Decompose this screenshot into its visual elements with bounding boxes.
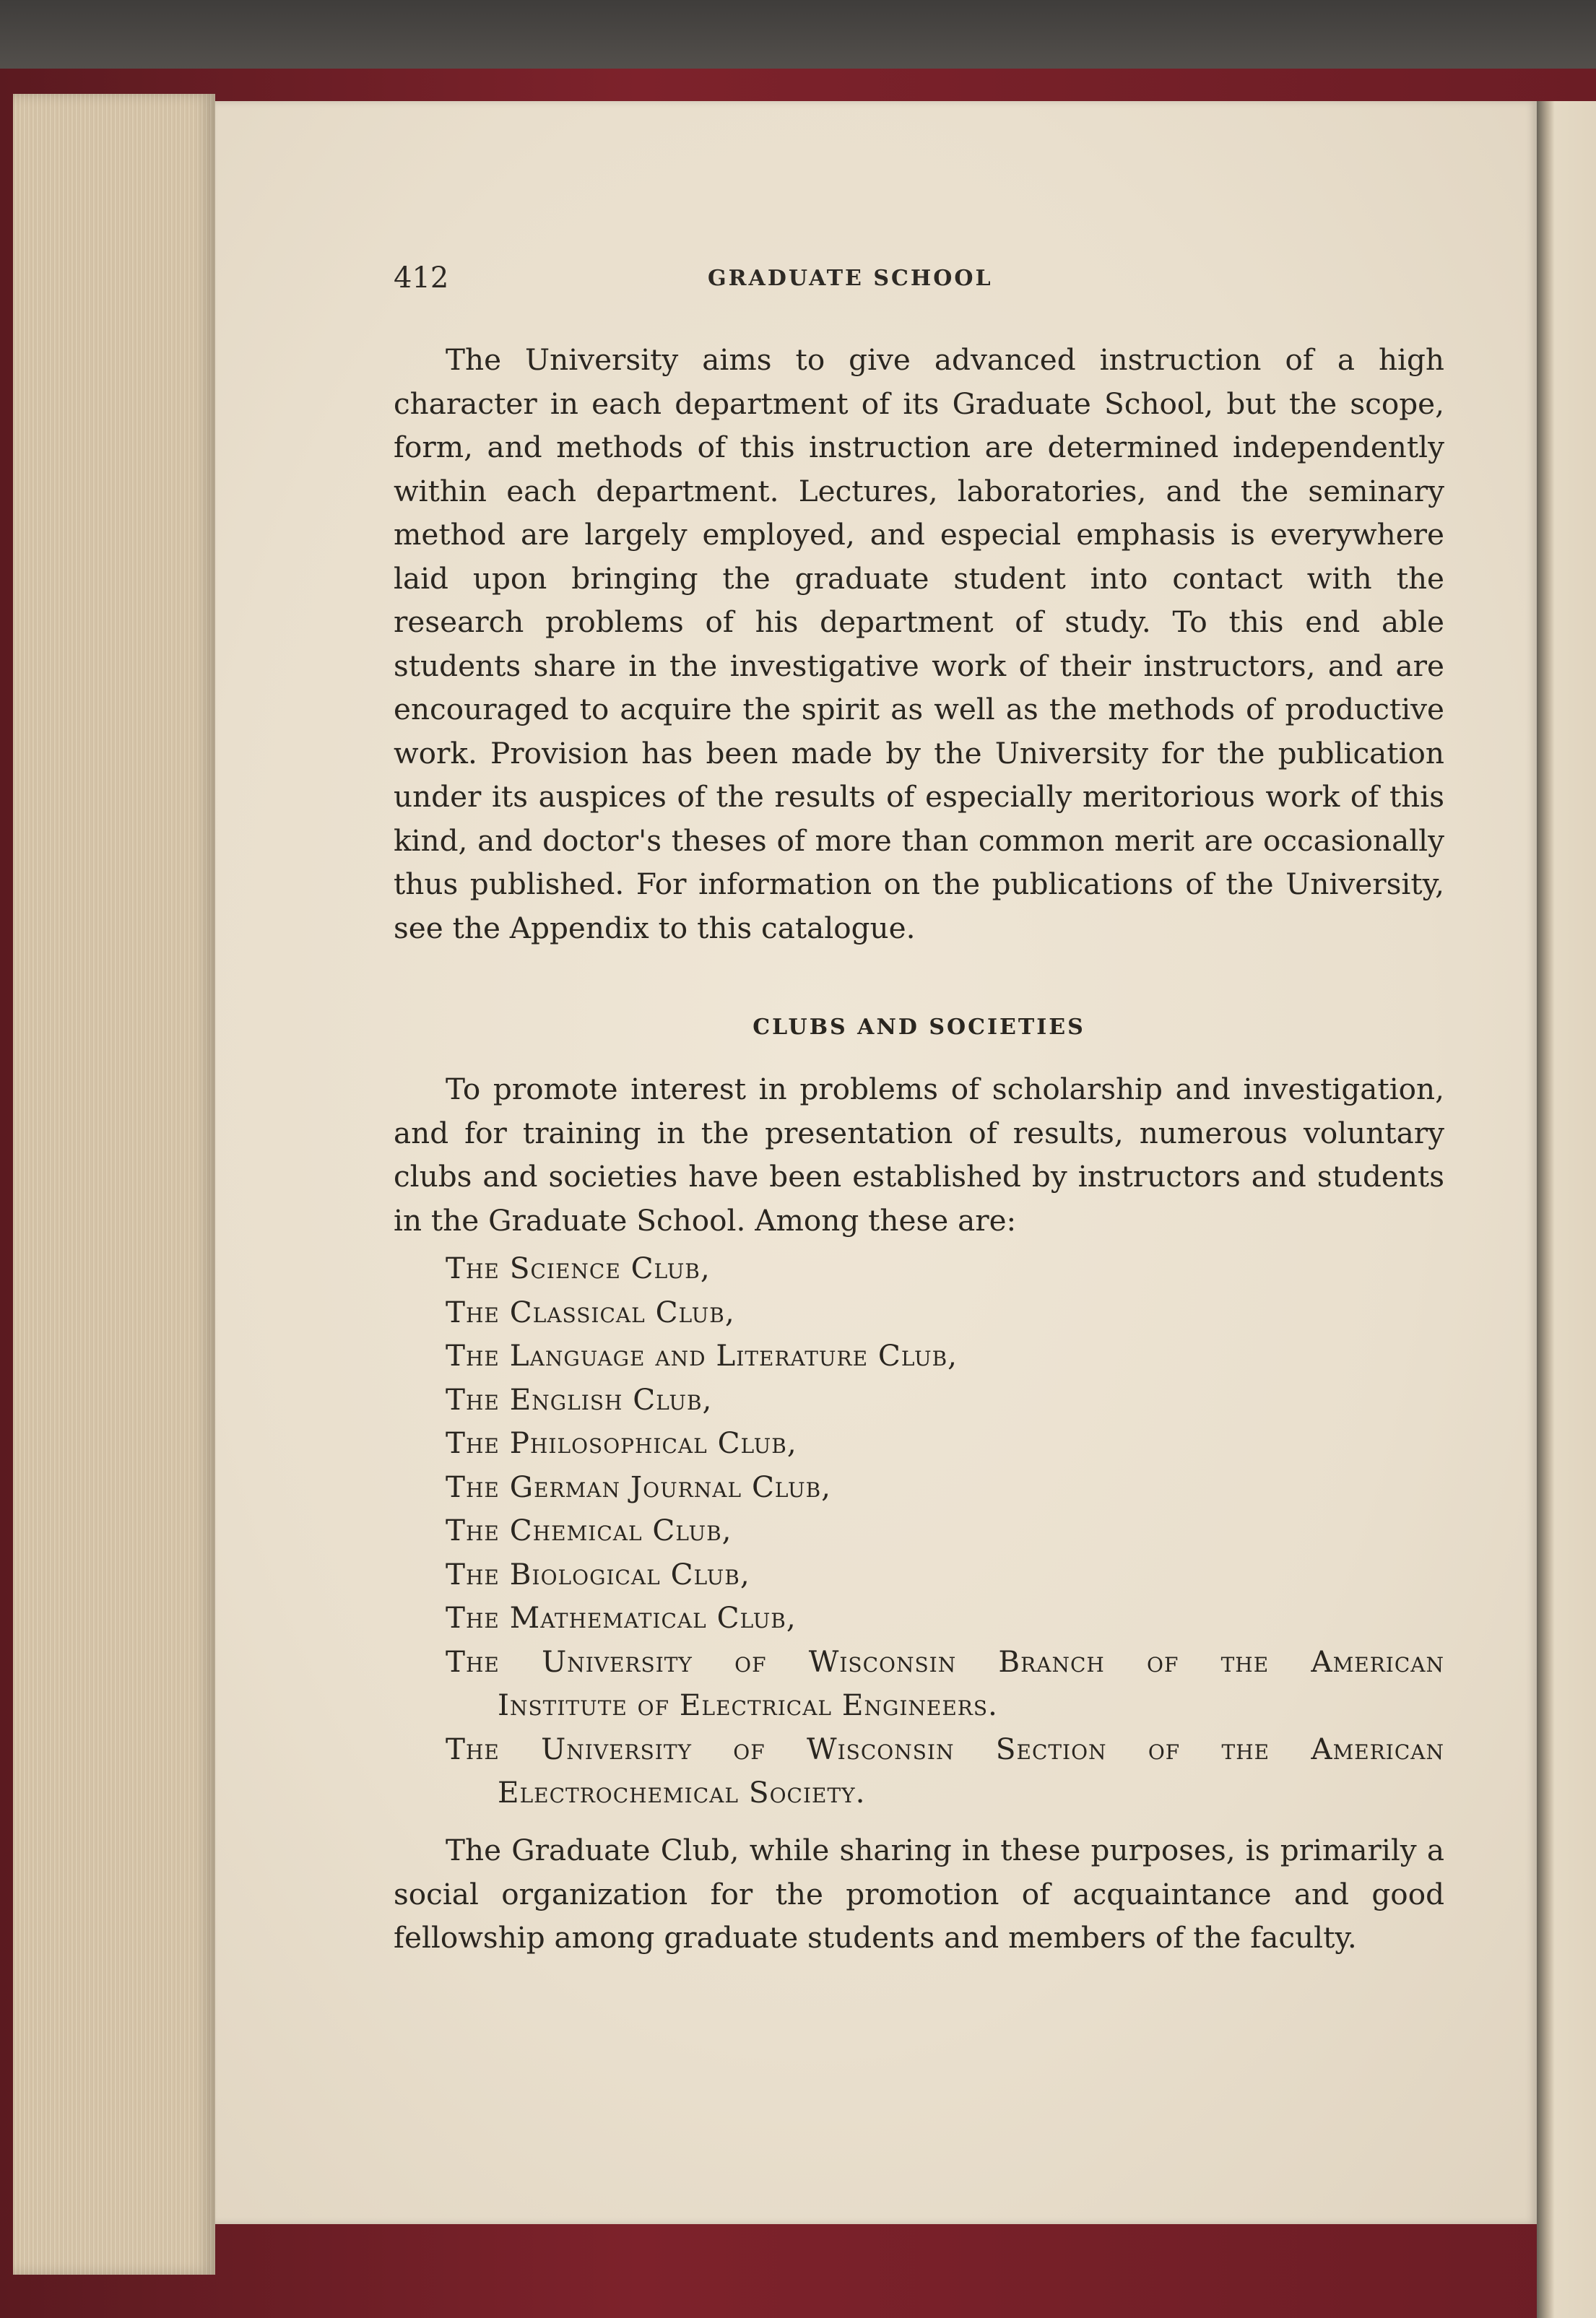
photo-backdrop bbox=[0, 0, 1596, 79]
club-item: The Classical Club, bbox=[446, 1294, 735, 1329]
club-item-long bbox=[394, 1640, 1444, 1727]
lead-paragraph: To promote interest in problems of scholarship and investigation, and for training in the presentation of results, numerous voluntary clubs and societies have been established by instructors and students in the Graduate School. Among these are: bbox=[394, 1072, 1444, 1238]
club-item: The Language and Literature Club, bbox=[446, 1338, 958, 1373]
page-block-edge bbox=[13, 94, 215, 2275]
club-item-long bbox=[394, 1727, 1444, 1815]
facing-page-edge bbox=[1537, 101, 1596, 2318]
club-item: The Science Club, bbox=[446, 1251, 711, 1285]
club-item: The Mathematical Club, bbox=[446, 1600, 797, 1635]
section-heading: CLUBS AND SOCIETIES bbox=[753, 1015, 1085, 1040]
clubs-list bbox=[394, 1246, 1444, 1815]
page-number: 412 bbox=[394, 261, 449, 295]
club-item-line2: Electrochemical Society. bbox=[498, 1775, 866, 1810]
intro-paragraph: The University aims to give advanced instruction of a high character in each department of its Graduate School, but the scope, form, and methods of this instruction are determined independently within each department. Lectures, laboratories, and the seminary method are largely employed, and especial emphasis is everywhere laid upon bringing the graduate student into contact with the research problems of his department of study. To this end able students share in the investigative work of their instructors, and are encouraged to acquire the spirit as well as the methods of productive work. Provision has been made by the University for the publication under its auspices of the results of especially meritorious work of this kind, and doctor's theses of more than common merit are occasionally thus published. For information on the publications of the University, see the Appendix to this catalogue. bbox=[394, 342, 1444, 945]
club-item: The German Journal Club, bbox=[446, 1469, 832, 1504]
club-item: The Philosophical Club, bbox=[446, 1425, 797, 1460]
club-item-line1: The University of Wisconsin Section of the American bbox=[446, 1731, 1444, 1766]
closing-paragraph: The Graduate Club, while sharing in these purposes, is primarily a social organization for the promotion of acquaintance and good fellowship among graduate students and members of the faculty. bbox=[394, 1833, 1444, 1955]
club-item: The Biological Club, bbox=[446, 1556, 750, 1592]
running-head: GRADUATE SCHOOL bbox=[708, 266, 993, 291]
club-item-line1: The University of Wisconsin Branch of the American bbox=[446, 1644, 1444, 1679]
club-item: The Chemical Club, bbox=[446, 1513, 732, 1547]
club-item: The English Club, bbox=[446, 1381, 713, 1417]
club-item-line2: Institute of Electrical Engineers. bbox=[498, 1688, 998, 1722]
